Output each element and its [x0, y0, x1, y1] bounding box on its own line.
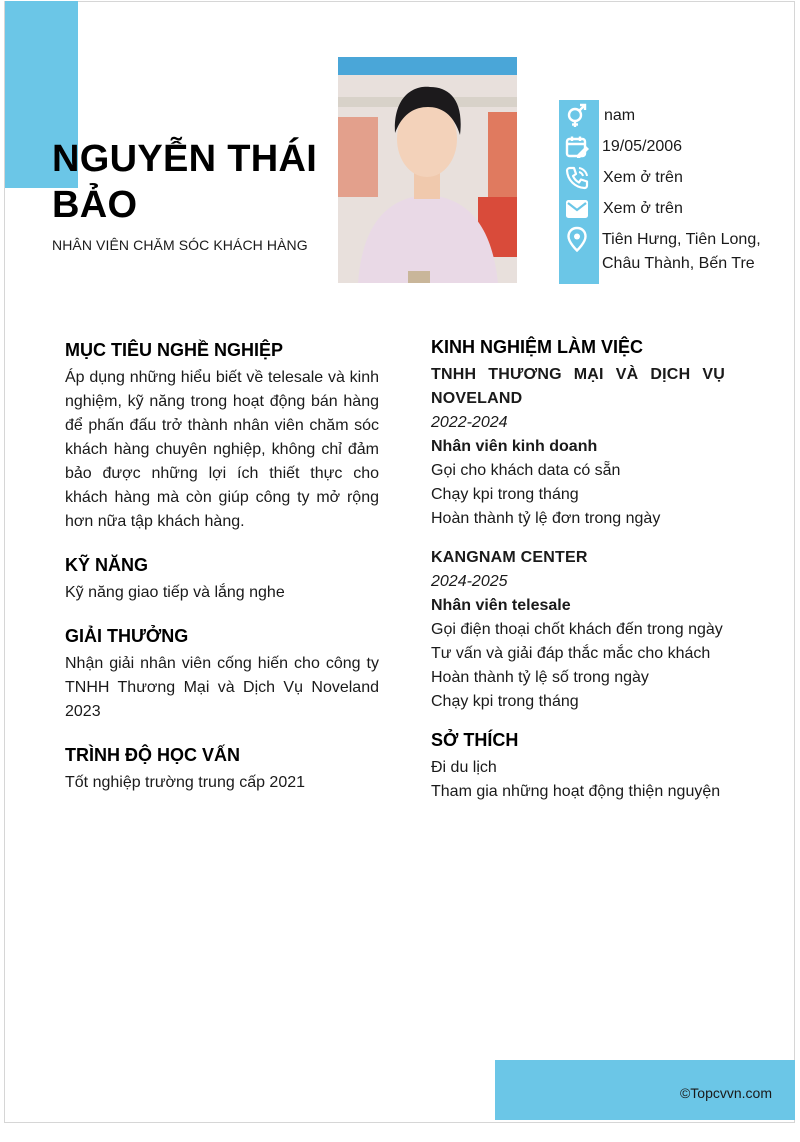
contact-email: Xem ở trên [603, 200, 683, 217]
objective-text: Áp dụng những hiểu biết về telesale và kinh nghiệm, kỹ năng trong hoạt động bán hàng để phấn đấu trở thành nhân viên chăm sóc khách hàng chuyên nghiệp, không chỉ đảm bảo được những lợi ích thiết thực cho khách hàng mà còn giúp công ty mở rộng hơn nữa tập khách hàng. [65, 369, 379, 530]
job-period: 2024-2025 [431, 573, 508, 590]
gender-icon [564, 103, 590, 129]
job-duty: Hoàn thành tỷ lệ số trong ngày [431, 669, 649, 686]
awards-text: Nhận giải nhân viên cống hiến cho công ty TNHH Thương Mại và Dịch Vụ Noveland 2023 [65, 655, 379, 720]
job-duty: Hoàn thành tỷ lệ đơn trong ngày [431, 510, 661, 527]
experience-section [431, 335, 725, 714]
job-duty: Chạy kpi trong tháng [431, 693, 579, 710]
left-column [65, 338, 379, 814]
awards-title: GIẢI THƯỞNG [65, 626, 189, 646]
candidate-name: NGUYỄN THÁI BẢO [52, 138, 318, 226]
footer-copyright: ©Topcvvn.com [679, 1085, 772, 1101]
calendar-icon [564, 134, 590, 160]
job-company: TNHH THƯƠNG MẠI VÀ DỊCH VỤ NOVELAND [431, 366, 725, 407]
hobby-item: Đi du lịch [431, 759, 497, 776]
job-duty: Tư vấn và giải đáp thắc mắc cho khách [431, 645, 711, 662]
objective-title: MỤC TIÊU NGHỀ NGHIỆP [65, 340, 284, 360]
awards-section [65, 624, 379, 724]
contact-phone: Xem ở trên [603, 169, 683, 186]
hobbies-title: SỞ THÍCH [431, 730, 519, 750]
job-duty: Chạy kpi trong tháng [431, 486, 579, 503]
hobbies-section [431, 728, 725, 804]
right-column [431, 335, 725, 823]
education-section [65, 743, 379, 795]
contact-birthday: 19/05/2006 [602, 138, 683, 155]
skills-title: KỸ NĂNG [65, 555, 149, 575]
profile-photo [338, 57, 517, 283]
contact-address: Tiên Hưng, Tiên Long, Châu Thành, Bến Tre [602, 231, 761, 272]
job-company: KANGNAM CENTER [431, 549, 588, 566]
job-duty: Gọi điện thoại chốt khách đến trong ngày [431, 621, 723, 638]
job-role: Nhân viên kinh doanh [431, 438, 598, 455]
education-text: Tốt nghiệp trường trung cấp 2021 [65, 774, 306, 791]
experience-title: KINH NGHIỆM LÀM VIỆC [431, 337, 644, 357]
phone-icon [564, 165, 590, 191]
hobby-item: Tham gia những hoạt động thiện nguyện [431, 783, 721, 800]
education-title: TRÌNH ĐỘ HỌC VẤN [65, 745, 240, 765]
job-period: 2022-2024 [431, 414, 508, 431]
candidate-job-title: NHÂN VIÊN CHĂM SÓC KHÁCH HÀNG [52, 237, 308, 253]
skills-section [65, 553, 379, 605]
email-icon [564, 196, 590, 222]
skills-text: Kỹ năng giao tiếp và lắng nghe [65, 584, 285, 601]
job-duty: Gọi cho khách data có sẵn [431, 462, 621, 479]
contact-gender: nam [604, 107, 636, 124]
job-entry [431, 363, 725, 531]
objective-section [65, 338, 379, 534]
job-role: Nhân viên telesale [431, 597, 571, 614]
location-icon [564, 226, 590, 252]
job-entry [431, 546, 725, 714]
